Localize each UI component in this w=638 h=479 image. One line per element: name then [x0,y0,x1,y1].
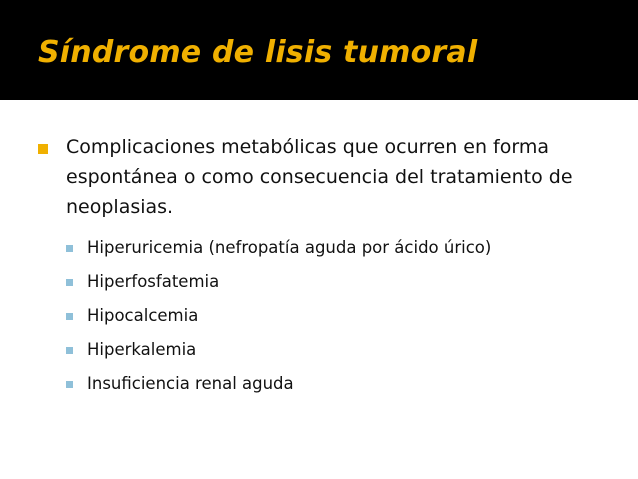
sub-bullet-item [66,368,606,402]
sub-bullet-text: Insuficiencia renal aguda [87,374,294,393]
slide-title: Síndrome de lisis tumoral [38,35,478,70]
sub-bullet-item [66,232,606,266]
square-bullet-icon [66,313,73,320]
sub-bullet-item [66,300,606,334]
sub-bullet-item [66,334,606,368]
sub-bullet-list [66,232,606,402]
square-bullet-icon [66,245,73,252]
sub-bullet-text: Hiperkalemia [87,340,197,359]
sub-bullet-item [66,266,606,300]
sub-bullet-text: Hiperuricemia (nefropatía aguda por ácido úrico) [87,238,492,257]
square-bullet-icon [38,144,48,154]
sub-bullet-text: Hipocalcemia [87,306,199,325]
sub-bullet-text: Hiperfosfatemia [87,272,220,291]
square-bullet-icon [66,381,73,388]
square-bullet-icon [66,347,73,354]
main-bullet-text: Complicaciones metabólicas que ocurren en forma espontánea o como consecuencia del tratamiento de neoplasias. [66,136,573,218]
square-bullet-icon [66,279,73,286]
